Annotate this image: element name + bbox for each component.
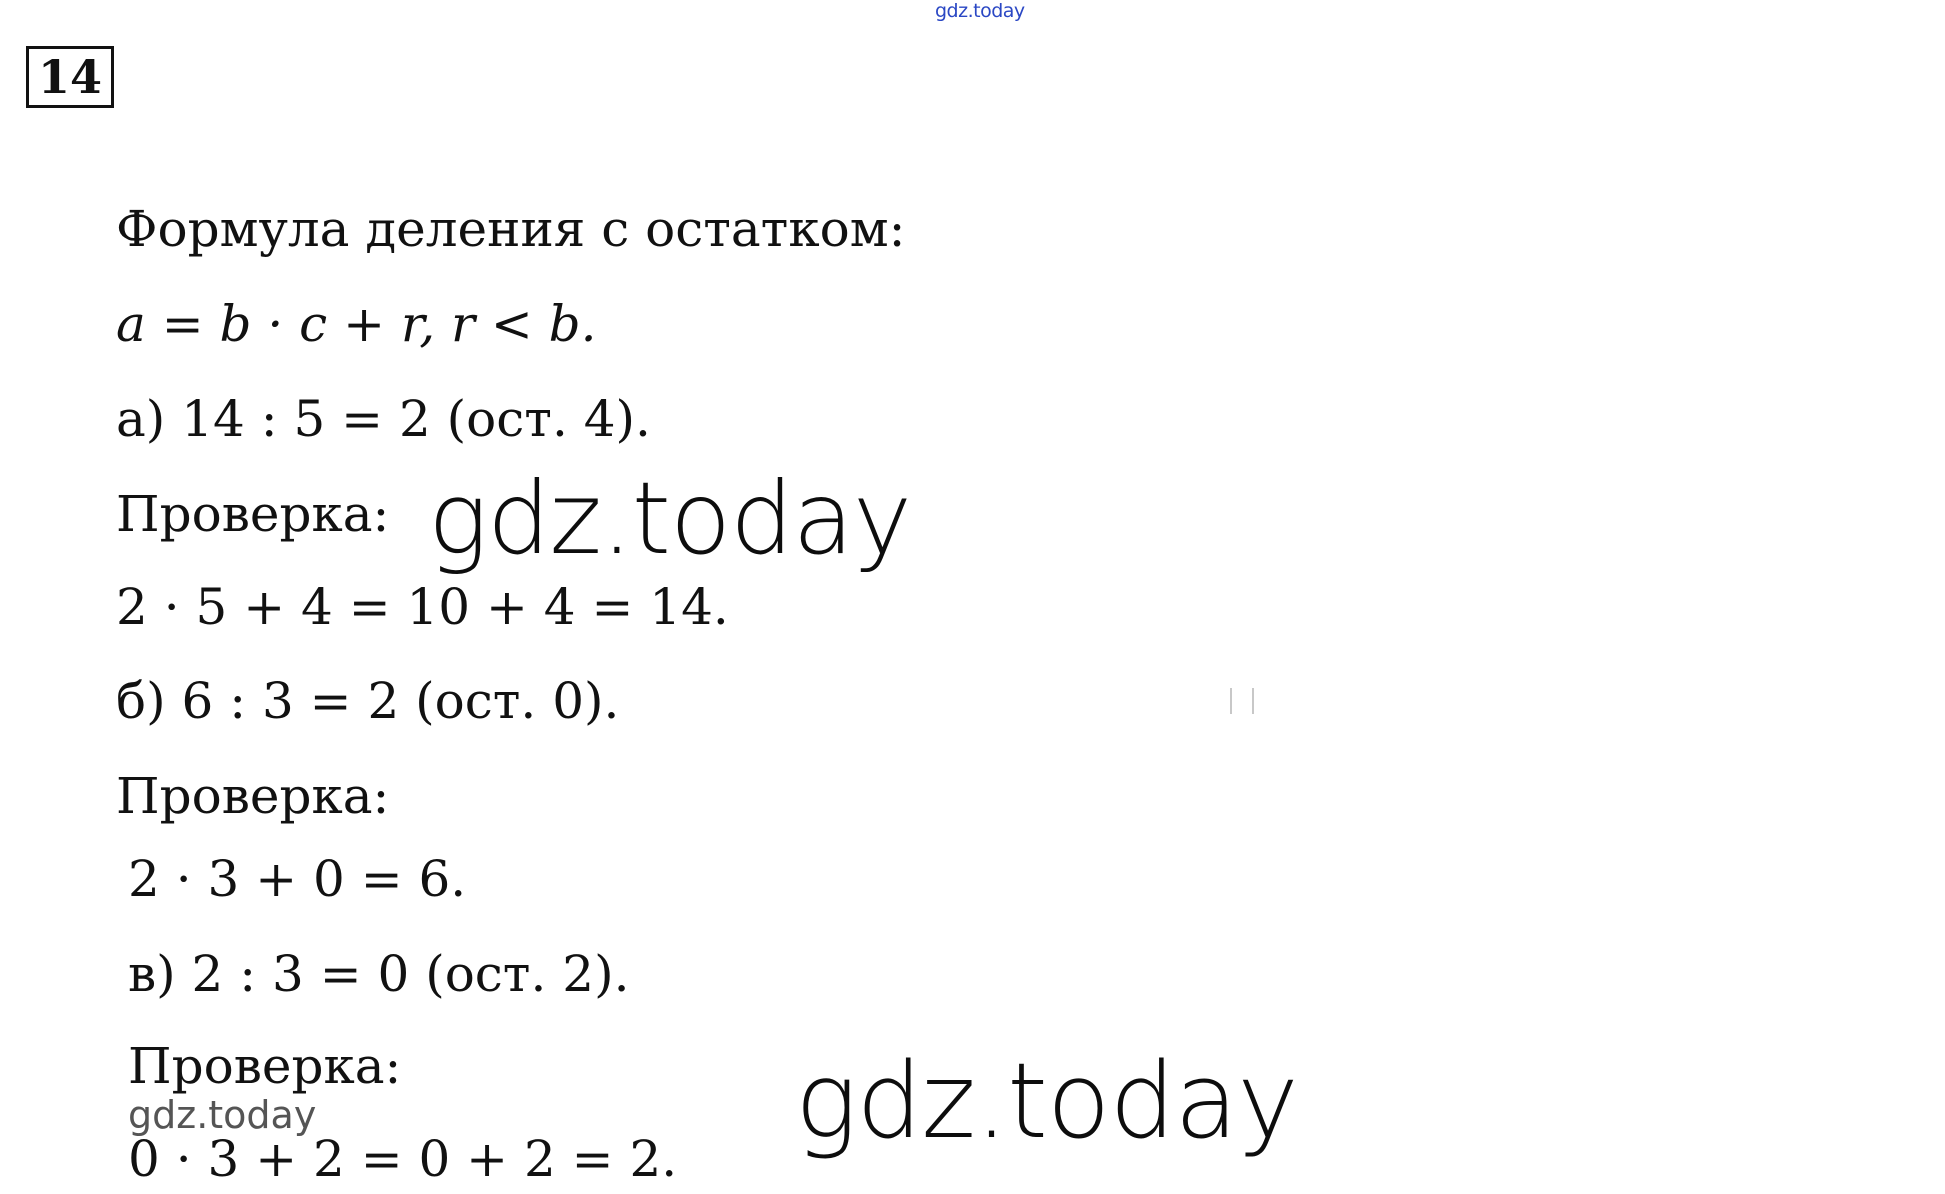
part-a-check: 2 · 5 + 4 = 10 + 4 = 14. bbox=[116, 578, 729, 636]
division-formula: a = b · c + r, r < b. bbox=[116, 295, 597, 353]
part-b-check-label: Проверка: bbox=[116, 767, 390, 825]
watermark-large-2: gdz.today bbox=[795, 1040, 1298, 1162]
part-v-check-label: Проверка: bbox=[128, 1037, 402, 1095]
part-a-check-label: Проверка: bbox=[116, 485, 390, 543]
solution-title: Формула деления с остатком: bbox=[116, 200, 906, 258]
part-b-statement: б) 6 : 3 = 2 (ост. 0). bbox=[116, 672, 620, 730]
top-watermark: gdz.today bbox=[935, 0, 1025, 22]
task-number-box: 14 bbox=[26, 46, 114, 108]
part-a-statement: а) 14 : 5 = 2 (ост. 4). bbox=[116, 390, 651, 448]
part-v-statement: в) 2 : 3 = 0 (ост. 2). bbox=[128, 945, 630, 1003]
part-v-check: 0 · 3 + 2 = 0 + 2 = 2. bbox=[128, 1130, 678, 1188]
watermark-large-1: gdz.today bbox=[428, 460, 912, 577]
part-b-check: 2 · 3 + 0 = 6. bbox=[128, 850, 467, 908]
watermark-small-bottom: gdz.today bbox=[128, 1093, 317, 1137]
faint-mark bbox=[1252, 688, 1254, 714]
faint-mark bbox=[1230, 688, 1232, 714]
